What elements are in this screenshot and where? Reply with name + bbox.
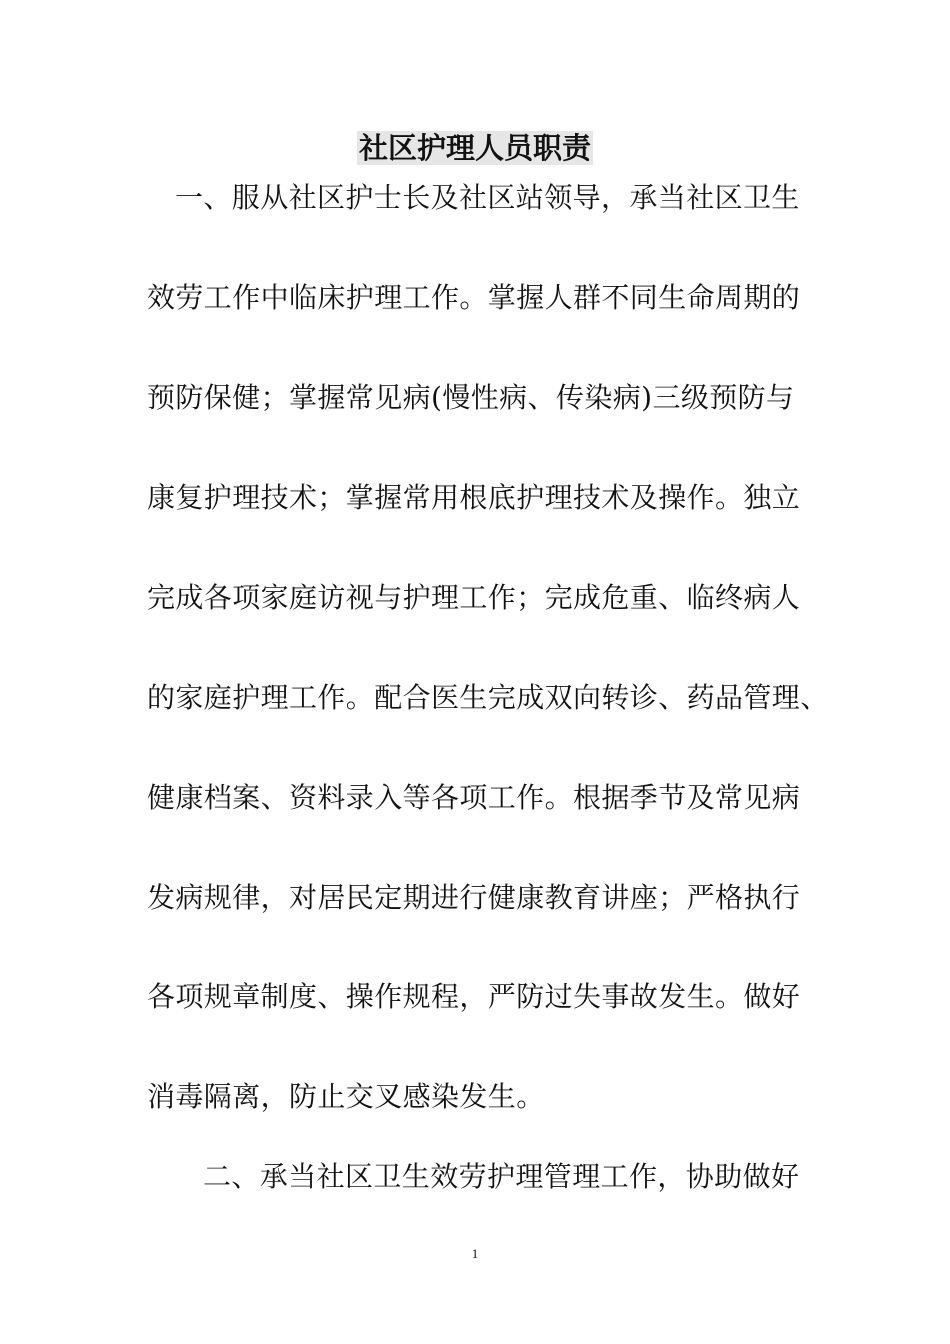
paragraph-1-line-7: 健康档案、资料录入等各项工作。根据季节及常见病 bbox=[147, 781, 801, 814]
document-title bbox=[0, 128, 950, 168]
paragraph-1-line-10: 消毒隔离，防止交叉感染发生。 bbox=[147, 1080, 545, 1113]
paragraph-1-line-1: 一、服从社区护士长及社区站领导，承当社区卫生 bbox=[175, 181, 800, 214]
paragraph-1-line-2: 效劳工作中临床护理工作。掌握人群不同生命周期的 bbox=[147, 281, 801, 314]
paragraph-2-line-1: 二、承当社区卫生效劳护理管理工作，协助做好 bbox=[203, 1160, 800, 1193]
paragraph-1-line-9: 各项规章制度、操作规程，严防过失事故发生。做好 bbox=[147, 980, 801, 1013]
paragraph-1-line-8: 发病规律，对居民定期进行健康教育讲座；严格执行 bbox=[147, 881, 801, 914]
paragraph-1-line-5: 完成各项家庭访视与护理工作；完成危重、临终病人 bbox=[147, 581, 801, 614]
document-title-text: 社区护理人员职责 bbox=[358, 131, 591, 165]
paragraph-1-line-3: 预防保健；掌握常见病(慢性病、传染病)三级预防与 bbox=[147, 381, 795, 414]
page-number: 1 bbox=[471, 1246, 479, 1261]
paragraph-1-line-6: 的家庭护理工作。配合医生完成双向转诊、药品管理、 bbox=[147, 681, 829, 714]
paragraph-1-line-4: 康复护理技术；掌握常用根底护理技术及操作。独立 bbox=[147, 481, 801, 514]
